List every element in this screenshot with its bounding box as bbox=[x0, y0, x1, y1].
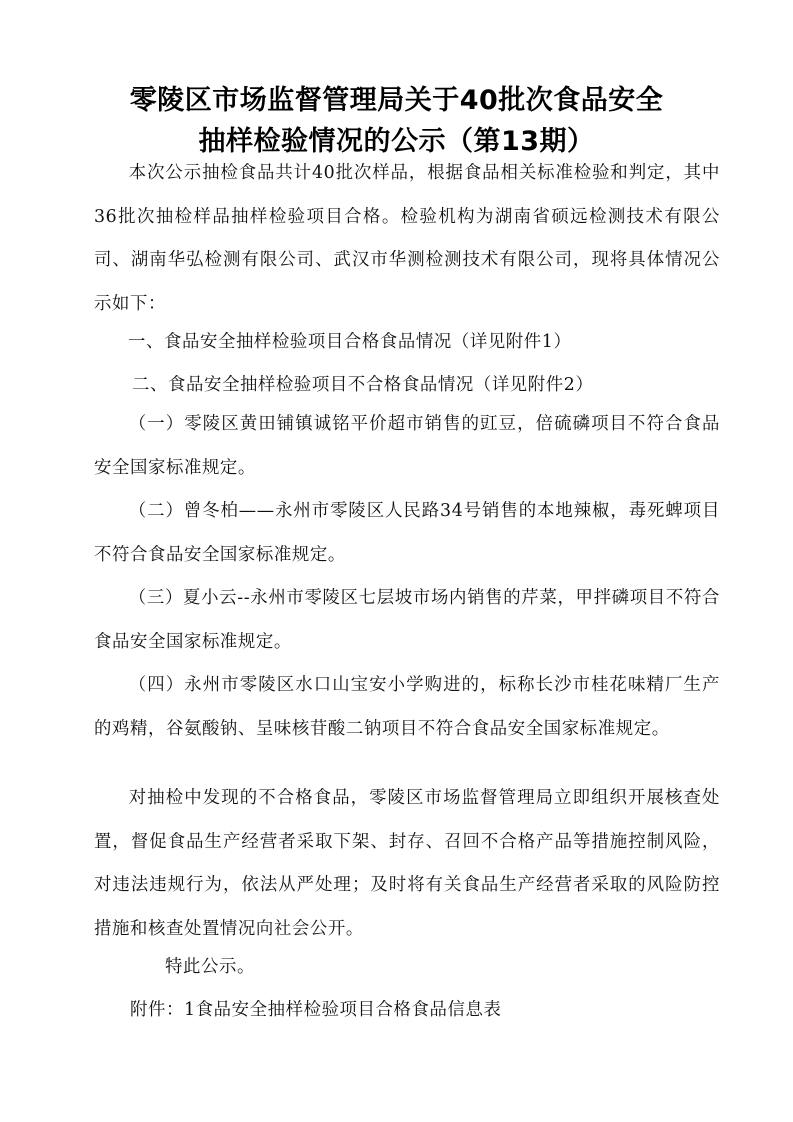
measures-paragraph: 对抽检中发现的不合格食品，零陵区市场监督管理局立即组织开展核查处置，督促食品生产经营者采取下架、封存、召回不合格产品等措施控制风险，对违法违规行为，依法从严处理；及时将有关食品生产经营者采取的风险防控措施和核查处置情况向社会公开。 bbox=[94, 788, 720, 939]
unqualified-item-4: （四）永州市零陵区水口山宝安小学购进的，标称长沙市桂花味精厂生产的鸡精，谷氨酸钠、呈味核苷酸二钠项目不符合食品安全国家标准规定。 bbox=[94, 675, 720, 739]
attachment-text: 附件：1食品安全抽样检验项目合格食品信息表 bbox=[130, 1000, 502, 1020]
unqualified-item-3: （三）夏小云--永州市零陵区七层坡市场内销售的芹菜，甲拌磷项目不符合食品安全国家标准规定。 bbox=[94, 588, 720, 652]
notice-title-line1: 零陵区市场监督管理局关于40批次食品安全 bbox=[129, 85, 664, 116]
closing-text: 特此公示。 bbox=[165, 957, 255, 977]
unqualified-item-1: （一）零陵区黄田铺镇诚铭平价超市销售的豇豆，倍硫磷项目不符合食品安全国家标准规定。 bbox=[94, 414, 720, 478]
section-1-heading: 一、食品安全抽样检验项目合格食品情况（详见附件1） bbox=[128, 332, 572, 352]
intro-paragraph: 本次公示抽检食品共计40批次样品，根据食品相关标准检验和判定，其中36批次抽检样品抽样检验项目合格。检验机构为湖南省硕远检测技术有限公司、湖南华弘检测有限公司、武汉市华测检测技术有限公司，现将具体情况公示如下： bbox=[94, 163, 720, 314]
unqualified-item-2: （二）曾冬柏——永州市零陵区人民路34号销售的本地辣椒，毒死蜱项目不符合食品安全国家标准规定。 bbox=[94, 501, 720, 565]
section-2-heading: 二、食品安全抽样检验项目不合格食品情况（详见附件2） bbox=[132, 375, 594, 395]
notice-title-line2: 抽样检验情况的公示（第13期） bbox=[198, 126, 595, 157]
